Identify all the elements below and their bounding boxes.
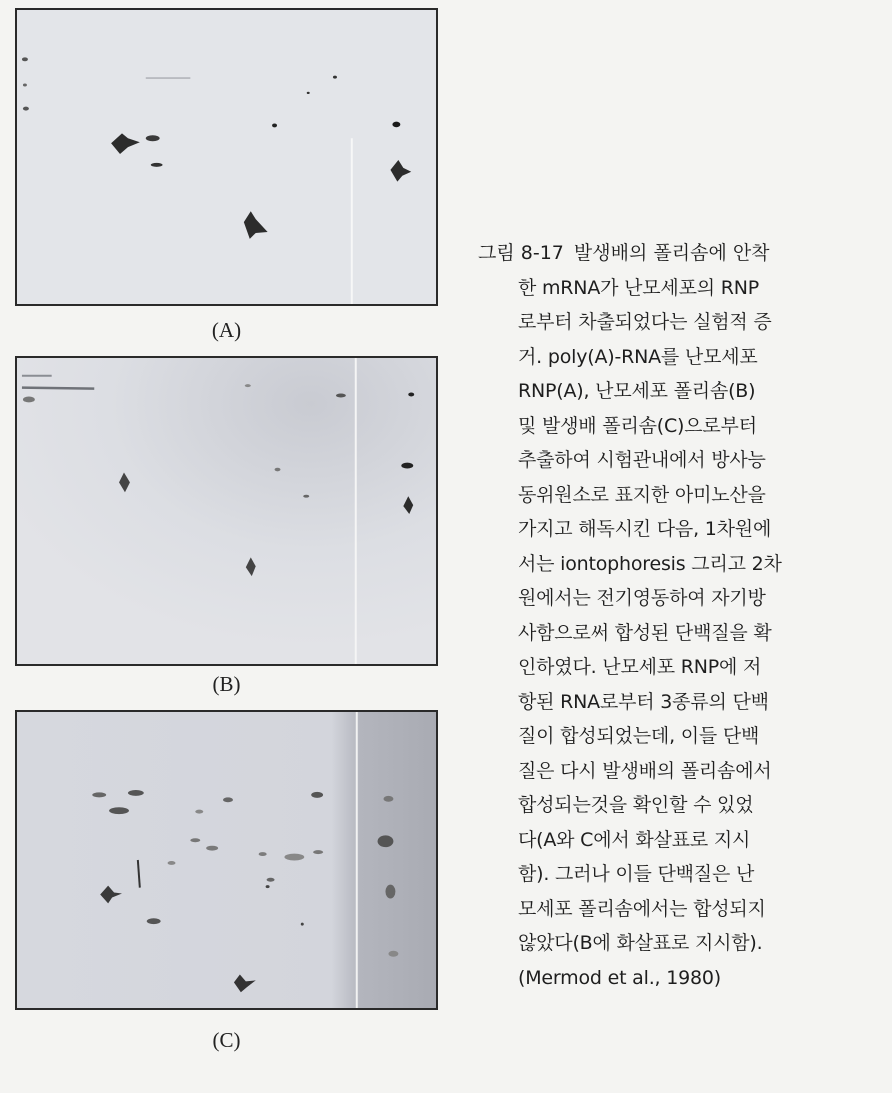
caption-line: 합성되는것을 확인할 수 있었 [518, 794, 754, 816]
caption-line: 동위원소로 표지한 아미노산을 [518, 483, 766, 506]
caption-line: 서는 iontophoresis 그리고 2차 [518, 552, 782, 575]
gel-panel-b [15, 356, 438, 666]
caption-line: 인하였다. 난모세포 RNP에 저 [518, 656, 762, 678]
autoradiograph-c [17, 712, 436, 1008]
panel-label-c: (C) [212, 1028, 241, 1052]
caption-line: 원에서는 전기영동하여 자기방 [518, 587, 766, 609]
gel-panel-a [15, 8, 438, 306]
caption-line: 및 발생배 폴리솜(C)으로부터 [518, 414, 757, 437]
panel-label-a: (A) [211, 318, 242, 342]
caption-line: 한 mRNA가 난모세포의 RNP [518, 276, 759, 299]
caption-line: 항된 RNA로부터 3종류의 단백 [518, 690, 769, 713]
caption-line: 발생배의 폴리솜에 안착 [573, 242, 770, 264]
caption-line: 않았다(B에 화살표로 지시함). [518, 932, 763, 954]
panel-label-b: (B) [212, 672, 241, 696]
caption-line: 추출하여 시험관내에서 방사능 [518, 449, 766, 471]
caption-line: RNP(A), 난모세포 폴리솜(B) [518, 380, 756, 402]
caption-line: 가지고 해독시킨 다음, 1차원에 [518, 518, 772, 540]
caption-line: 함). 그러나 이들 단백질은 난 [518, 863, 755, 885]
autoradiograph-a [17, 10, 436, 304]
caption-citation: (Mermod et al., 1980) [518, 966, 721, 989]
caption-line: 사함으로써 합성된 단백질을 확 [518, 621, 772, 644]
caption-line: 다(A와 C에서 화살표로 지시 [518, 828, 751, 851]
autoradiograph-b [17, 358, 436, 664]
caption-line: 거. poly(A)-RNA를 난모세포 [518, 345, 758, 368]
caption-line: 로부터 차출되었다는 실험적 증 [518, 311, 772, 333]
caption-first-line [478, 236, 878, 271]
gel-panel-c [15, 710, 438, 1010]
figure-number: 그림 8-17 [478, 242, 564, 264]
figure-caption [478, 236, 878, 995]
caption-line: 모세포 폴리솜에서는 합성되지 [518, 897, 766, 920]
caption-line: 질이 합성되었는데, 이들 단백 [518, 725, 760, 747]
caption-line: 질은 다시 발생배의 폴리솜에서 [518, 759, 772, 782]
